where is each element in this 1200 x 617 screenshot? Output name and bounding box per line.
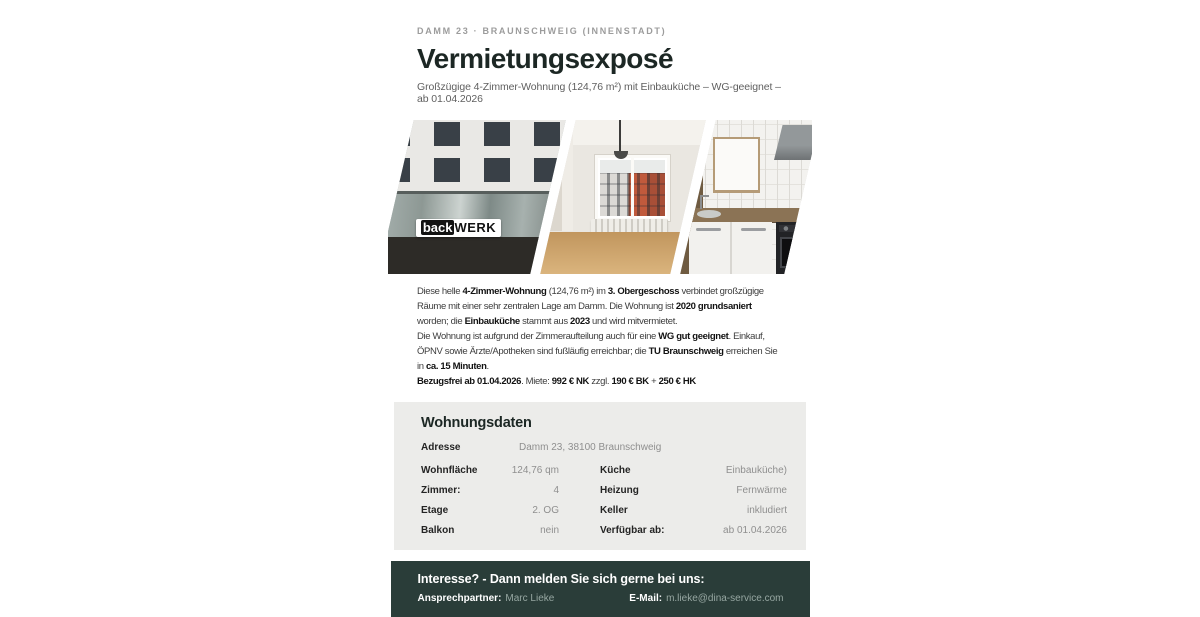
- photo-building-exterior: [388, 120, 566, 274]
- contact-email-label: E-Mail:: [629, 593, 663, 604]
- label-wohnflaeche: Wohnfläche: [421, 465, 478, 476]
- contact-heading: Interesse? - Dann melden Sie sich gerne bei uns:: [417, 572, 705, 586]
- building-window-row: [388, 122, 566, 146]
- backwerk-sign-back: back: [422, 219, 453, 235]
- kitchen-faucet: [700, 195, 702, 209]
- detail-row: [421, 465, 787, 476]
- photo-collage: [388, 120, 812, 274]
- description: [417, 284, 783, 389]
- storefront-dark-band: [388, 237, 566, 274]
- building-facade: [388, 120, 566, 191]
- value-adresse: Damm 23, 38100 Braunschweig: [519, 442, 662, 453]
- cabinet-seam: [730, 222, 732, 274]
- detail-row-adresse: [421, 442, 787, 453]
- pendant-lamp-cord: [619, 120, 621, 152]
- contact-person-value: Marc Lieke: [505, 593, 555, 604]
- detail-row: [421, 485, 787, 496]
- kitchen-sink: [697, 210, 721, 218]
- header: [417, 26, 783, 105]
- upper-cabinet: [713, 137, 760, 193]
- contact-banner: [391, 561, 810, 617]
- room-photo-content: [540, 120, 706, 274]
- building-window-row: [388, 158, 566, 182]
- detail-row: [421, 505, 787, 516]
- contact-person-label: Ansprechpartner:: [417, 593, 502, 604]
- label-keller: Keller: [600, 505, 628, 516]
- page-title: Vermietungsexposé: [417, 43, 674, 74]
- value-etage: 2. OG: [532, 505, 559, 516]
- building-photo-content: [388, 120, 566, 274]
- description-paragraph-1: Diese helle 4-Zimmer-Wohnung (124,76 m²) im 3. Obergeschoss verbindet großzügige Räume mit einer sehr zentralen Lage am Damm. Die Wohnung ist 2020 grundsaniert worden; die Einbauküche stammt aus 2023 und wird mitvermietet.: [417, 286, 764, 327]
- lower-cabinets: [689, 222, 772, 274]
- oven: [776, 222, 812, 274]
- room-window: [595, 155, 670, 221]
- value-keller: inkludiert: [746, 505, 787, 516]
- room-wall-corner: [562, 120, 573, 231]
- range-hood: [774, 125, 812, 160]
- photo-living-room: [540, 120, 706, 274]
- contact-email-value[interactable]: m.lieke@dina-service.com: [666, 593, 784, 604]
- value-zimmer: 4: [553, 485, 559, 496]
- value-heizung: Fernwärme: [736, 485, 787, 496]
- label-heizung: Heizung: [600, 485, 639, 496]
- card-heading: Wohnungsdaten: [421, 415, 532, 431]
- oven-control-panel: [779, 225, 812, 232]
- window-mullion: [631, 158, 634, 218]
- location-eyebrow: DAMM 23 · BRAUNSCHWEIG (INNENSTADT): [417, 26, 667, 36]
- room-ceiling: [540, 120, 706, 145]
- label-verfuegbar-ab: Verfügbar ab:: [600, 525, 665, 536]
- label-kueche: Küche: [600, 465, 631, 476]
- label-zimmer: Zimmer:: [421, 485, 461, 496]
- backwerk-sign-werk: WERK: [454, 219, 497, 235]
- value-wohnflaeche: 124,76 qm: [511, 465, 559, 476]
- cabinet-handle: [696, 228, 721, 231]
- page-subtitle: Großzügige 4-Zimmer-Wohnung (124,76 m²) mit Einbauküche – WG-geeignet – ab 01.04.2026: [417, 81, 781, 105]
- contact-row: [418, 593, 784, 604]
- value-kueche: Einbauküche): [725, 465, 787, 476]
- expose-page: [388, 0, 812, 617]
- cabinet-handle: [741, 228, 766, 231]
- contact-person: [418, 593, 555, 604]
- wohnungsdaten-card: [394, 402, 806, 550]
- description-paragraph-3: Bezugsfrei ab 01.04.2026. Miete: 992 € NK zzgl. 190 € BK + 250 € HK: [417, 376, 696, 387]
- value-balkon: nein: [540, 525, 559, 536]
- description-paragraph-2: Die Wohnung ist aufgrund der Zimmeraufteilung auch für eine WG gut geeignet. Einkauf, ÖPNV sowie Ärzte/Apotheken sind fußläufig erreichbar; die TU Braunschweig erreichen Sie in ca. 15 Minuten.: [417, 331, 778, 372]
- label-balkon: Balkon: [421, 525, 455, 536]
- label-etage: Etage: [421, 505, 449, 516]
- backwerk-sign: [416, 219, 501, 237]
- detail-row: [421, 525, 787, 536]
- contact-email: [629, 593, 783, 604]
- value-verfuegbar-ab: ab 01.04.2026: [723, 525, 787, 536]
- label-adresse: Adresse: [421, 442, 461, 453]
- oven-window: [780, 237, 812, 267]
